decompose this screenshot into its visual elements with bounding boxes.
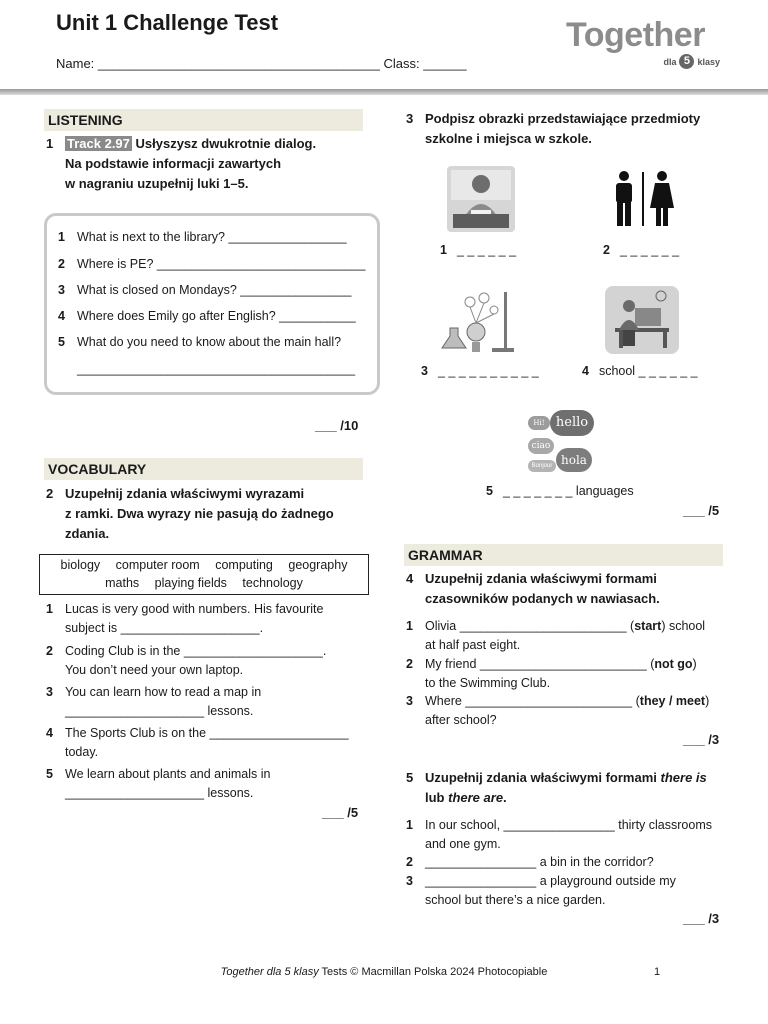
list-item: 5 We learn about plants and animals in ____________________ lessons. <box>46 767 271 800</box>
page-title: Unit 1 Challenge Test <box>56 10 279 35</box>
score-box: ___ /10 <box>315 418 359 433</box>
listening-heading: LISTENING <box>44 109 363 131</box>
listening-instruction <box>46 134 366 194</box>
picture-label: 4 school _ _ _ _ _ _ <box>582 364 698 378</box>
science-lab-picture <box>440 288 516 356</box>
picture-label: 3 _ _ _ _ _ _ _ _ _ _ <box>421 364 539 378</box>
list-item: 1 Lucas is very good with numbers. His favourite subject is ____________________. <box>46 602 324 635</box>
picture-label: 1 _ _ _ _ _ _ <box>440 243 517 257</box>
list-item: 2 Coding Club is in the ____________________. You don’t need your own laptop. <box>46 644 327 677</box>
score-box: ___ /5 <box>683 503 720 518</box>
speech-bubble: hello <box>550 410 594 436</box>
toilets-icon <box>608 170 678 228</box>
word: playing fields <box>154 576 227 590</box>
list-item: 1 Olivia ________________________ (start) school at half past eight. <box>406 619 706 652</box>
list-item: 1 In our school, ________________ thirty classrooms and one gym. <box>406 818 712 851</box>
speech-bubble: hola <box>556 448 592 472</box>
vocabulary-heading: VOCABULARY <box>44 458 363 480</box>
list-item: 4 Where does Emily go after English? ___________ <box>58 309 356 323</box>
list-item: 3 You can learn how to read a map in ____________________ lessons. <box>46 685 262 718</box>
list-item: 3 ________________ a playground outside my school but there’s a nice garden. <box>406 874 676 907</box>
logo-klasy: klasy <box>697 56 720 67</box>
score-box: ___ /3 <box>683 732 720 747</box>
picture-label: 2 _ _ _ _ _ _ <box>603 243 680 257</box>
grammar-instruction: 4 Uzupełnij zdania właściwymi formami czasowników podanych w nawiasach. <box>406 571 660 606</box>
list-item: 1 What is next to the library? _________________ <box>58 230 347 244</box>
name-class-line: Name: _______________________________________ Class: ______ <box>56 56 467 71</box>
score-box: ___ /5 <box>322 805 359 820</box>
list-item: 4 The Sports Club is on the ____________________ today. <box>46 726 349 759</box>
list-item: 5 What do you need to know about the main hall? <box>58 335 342 349</box>
list-item: 3 What is closed on Mondays? ________________ <box>58 283 352 297</box>
speech-bubble: Hi! <box>528 416 550 430</box>
header-divider <box>0 89 768 95</box>
word: computer room <box>115 558 200 572</box>
page-number: 1 <box>654 966 661 978</box>
picture-label: 5 _ _ _ _ _ _ _ languages <box>486 484 634 498</box>
logo-word: Together <box>566 16 705 54</box>
speech-bubble: ciao <box>528 438 554 454</box>
list-item: 2 My friend ________________________ (not go) to the Swimming Club. <box>406 657 697 690</box>
word: computing <box>215 558 273 572</box>
instruction-line: Na podstawie informacji zawartych <box>65 156 282 171</box>
word: maths <box>105 576 140 590</box>
instruction-line: Usłyszysz dwukrotnie dialog. <box>135 136 317 151</box>
pictures-instruction: 3 Podpisz obrazki przedstawiające przedmioty szkolne i miejsca w szkole. <box>406 111 701 146</box>
speech-bubble: Bonjour <box>528 460 556 472</box>
word: technology <box>242 576 303 590</box>
vocabulary-instruction: 2 Uzupełnij zdania właściwymi wyrazami z ramki. Dwa wyrazy nie pasują do żadnego zdania. <box>46 486 334 541</box>
list-item: 2 Where is PE? ______________________________ <box>58 257 366 271</box>
logo-number: 5 <box>679 54 694 69</box>
languages-picture <box>526 410 596 476</box>
instruction-line: w nagraniu uzupełnij luki 1–5. <box>65 176 249 191</box>
logo-subtitle <box>663 54 720 69</box>
computer-room-picture <box>605 286 679 354</box>
task-number: 1 <box>46 136 54 151</box>
track-badge: Track 2.97 <box>67 136 130 151</box>
footer: Together dla 5 klasy Tests © Macmillan Polska 2024 Photocopiable <box>220 966 548 978</box>
grammar-heading: GRAMMAR <box>404 544 723 566</box>
teacher-picture <box>447 166 515 232</box>
score-box: ___ /3 <box>683 911 720 926</box>
word: geography <box>288 558 348 572</box>
logo-dla: dla <box>663 56 677 67</box>
word-bank <box>39 554 369 595</box>
list-item: 3 Where ________________________ (they / meet) after school? <box>406 694 710 727</box>
grammar-instruction: 5 Uzupełnij zdania właściwymi formami there is lub there are. <box>406 770 707 805</box>
word: biology <box>60 558 101 572</box>
logo <box>566 18 726 72</box>
list-item: 2 ________________ a bin in the corridor? <box>406 855 654 869</box>
answer-line: ________________________________________ <box>77 362 356 376</box>
